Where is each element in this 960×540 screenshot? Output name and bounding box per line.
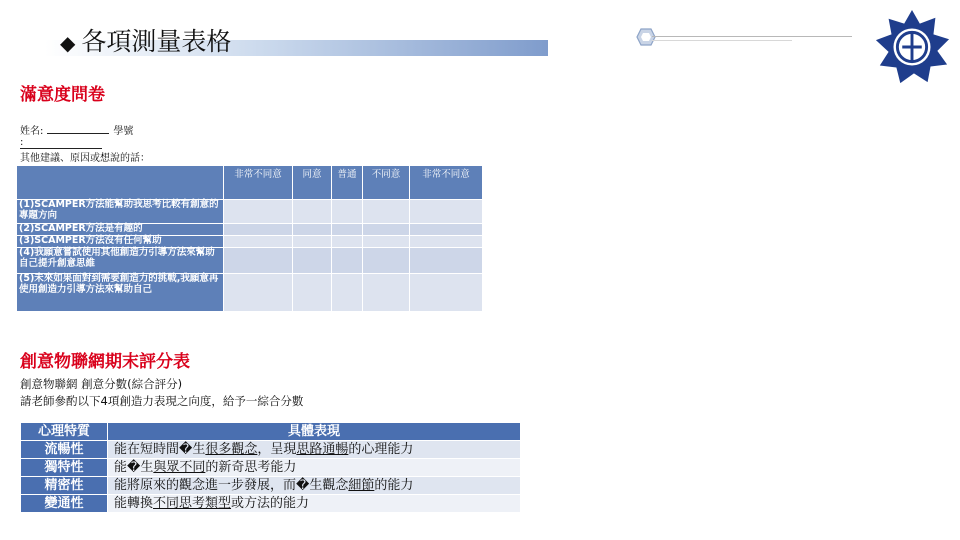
answer-cell[interactable] xyxy=(363,224,410,236)
answer-cell[interactable] xyxy=(224,200,293,224)
question-cell: (2)SCAMPER方法是有趣的 xyxy=(17,224,224,236)
answer-cell[interactable] xyxy=(332,236,363,248)
question-cell: (1)SCAMPER方法能幫助我思考比較有創意的專題方向 xyxy=(17,200,224,224)
answer-cell[interactable] xyxy=(363,200,410,224)
answer-cell[interactable] xyxy=(224,236,293,248)
trait-cell: 流暢性 xyxy=(21,441,108,459)
name-id-line: 姓名: 學號 xyxy=(20,126,134,137)
trait-cell: 精密性 xyxy=(21,477,108,495)
description-cell: 能轉換不同思考類型或方法的能力 xyxy=(108,495,521,513)
answer-cell[interactable] xyxy=(410,200,483,224)
creativity-traits-table xyxy=(20,422,521,513)
column-header: 普通 xyxy=(332,166,363,200)
answer-cell[interactable] xyxy=(293,200,332,224)
answer-cell[interactable] xyxy=(332,224,363,236)
evaluation-heading: 創意物聯網期末評分表 xyxy=(20,352,190,372)
column-header: 非常不同意 xyxy=(224,166,293,200)
survey-heading: 滿意度問卷 xyxy=(20,85,105,105)
table-row xyxy=(21,459,521,477)
answer-cell[interactable] xyxy=(410,248,483,274)
answer-cell[interactable] xyxy=(363,236,410,248)
hexagon-icon xyxy=(636,28,656,46)
question-cell: (3)SCAMPER方法沒有任何幫助 xyxy=(17,236,224,248)
evaluation-line-2: 請老師參酌以下4項創造力表現之向度，給予一綜合分數 xyxy=(20,394,304,408)
answer-cell[interactable] xyxy=(410,274,483,312)
table-row xyxy=(17,248,483,274)
table-row xyxy=(17,236,483,248)
answer-cell[interactable] xyxy=(293,236,332,248)
description-cell: 能將原來的觀念進一步發展，而�生觀念細節的能力 xyxy=(108,477,521,495)
description-cell: 能�生與眾不同的新奇思考能力 xyxy=(108,459,521,477)
survey-question-header xyxy=(17,166,224,200)
answer-cell[interactable] xyxy=(293,274,332,312)
column-header: 非常不同意 xyxy=(410,166,483,200)
answer-cell[interactable] xyxy=(224,274,293,312)
question-cell: (5)未來如果面對到需要創造力的挑戰,我願意再使用創造力引導方法來幫助自己 xyxy=(17,274,224,312)
column-header: 不同意 xyxy=(363,166,410,200)
table-row xyxy=(17,224,483,236)
trait-cell: 獨特性 xyxy=(21,459,108,477)
question-cell: (4)我願意嘗試使用其他創造力引導方法來幫助自己提升創意思維 xyxy=(17,248,224,274)
answer-cell[interactable] xyxy=(332,248,363,274)
answer-cell[interactable] xyxy=(224,248,293,274)
answer-cell[interactable] xyxy=(332,274,363,312)
column-header: 同意 xyxy=(293,166,332,200)
description-column-header: 具體表現 xyxy=(108,423,521,441)
answer-cell[interactable] xyxy=(293,224,332,236)
trait-cell: 變通性 xyxy=(21,495,108,513)
name-field[interactable] xyxy=(47,124,109,134)
survey-header-row xyxy=(17,166,483,200)
answer-cell[interactable] xyxy=(332,200,363,224)
answer-cell[interactable] xyxy=(363,274,410,312)
answer-cell[interactable] xyxy=(363,248,410,274)
table-row xyxy=(21,477,521,495)
diamond-bullet-icon: ◆ xyxy=(60,31,76,55)
id-field[interactable] xyxy=(20,148,102,149)
trait-column-header: 心理特質 xyxy=(21,423,108,441)
table-row xyxy=(17,200,483,224)
answer-cell[interactable] xyxy=(293,248,332,274)
traits-header-row xyxy=(21,423,521,441)
page-title: ◆ 各項測量表格 xyxy=(60,27,232,56)
answer-cell[interactable] xyxy=(410,224,483,236)
table-row xyxy=(21,441,521,459)
table-row xyxy=(17,274,483,312)
comments-label: 其他建議、原因或想說的話： xyxy=(20,153,150,164)
answer-cell[interactable] xyxy=(410,236,483,248)
id-colon: : xyxy=(20,137,24,148)
satisfaction-survey-table xyxy=(16,165,483,312)
answer-cell[interactable] xyxy=(224,224,293,236)
decorative-line xyxy=(652,40,792,41)
university-emblem-icon xyxy=(873,8,951,86)
evaluation-line-1: 創意物聯網 創意分數(綜合評分) xyxy=(20,377,183,391)
decorative-line xyxy=(652,36,852,37)
description-cell: 能在短時間�生很多觀念，呈現思路通暢的心理能力 xyxy=(108,441,521,459)
table-row xyxy=(21,495,521,513)
